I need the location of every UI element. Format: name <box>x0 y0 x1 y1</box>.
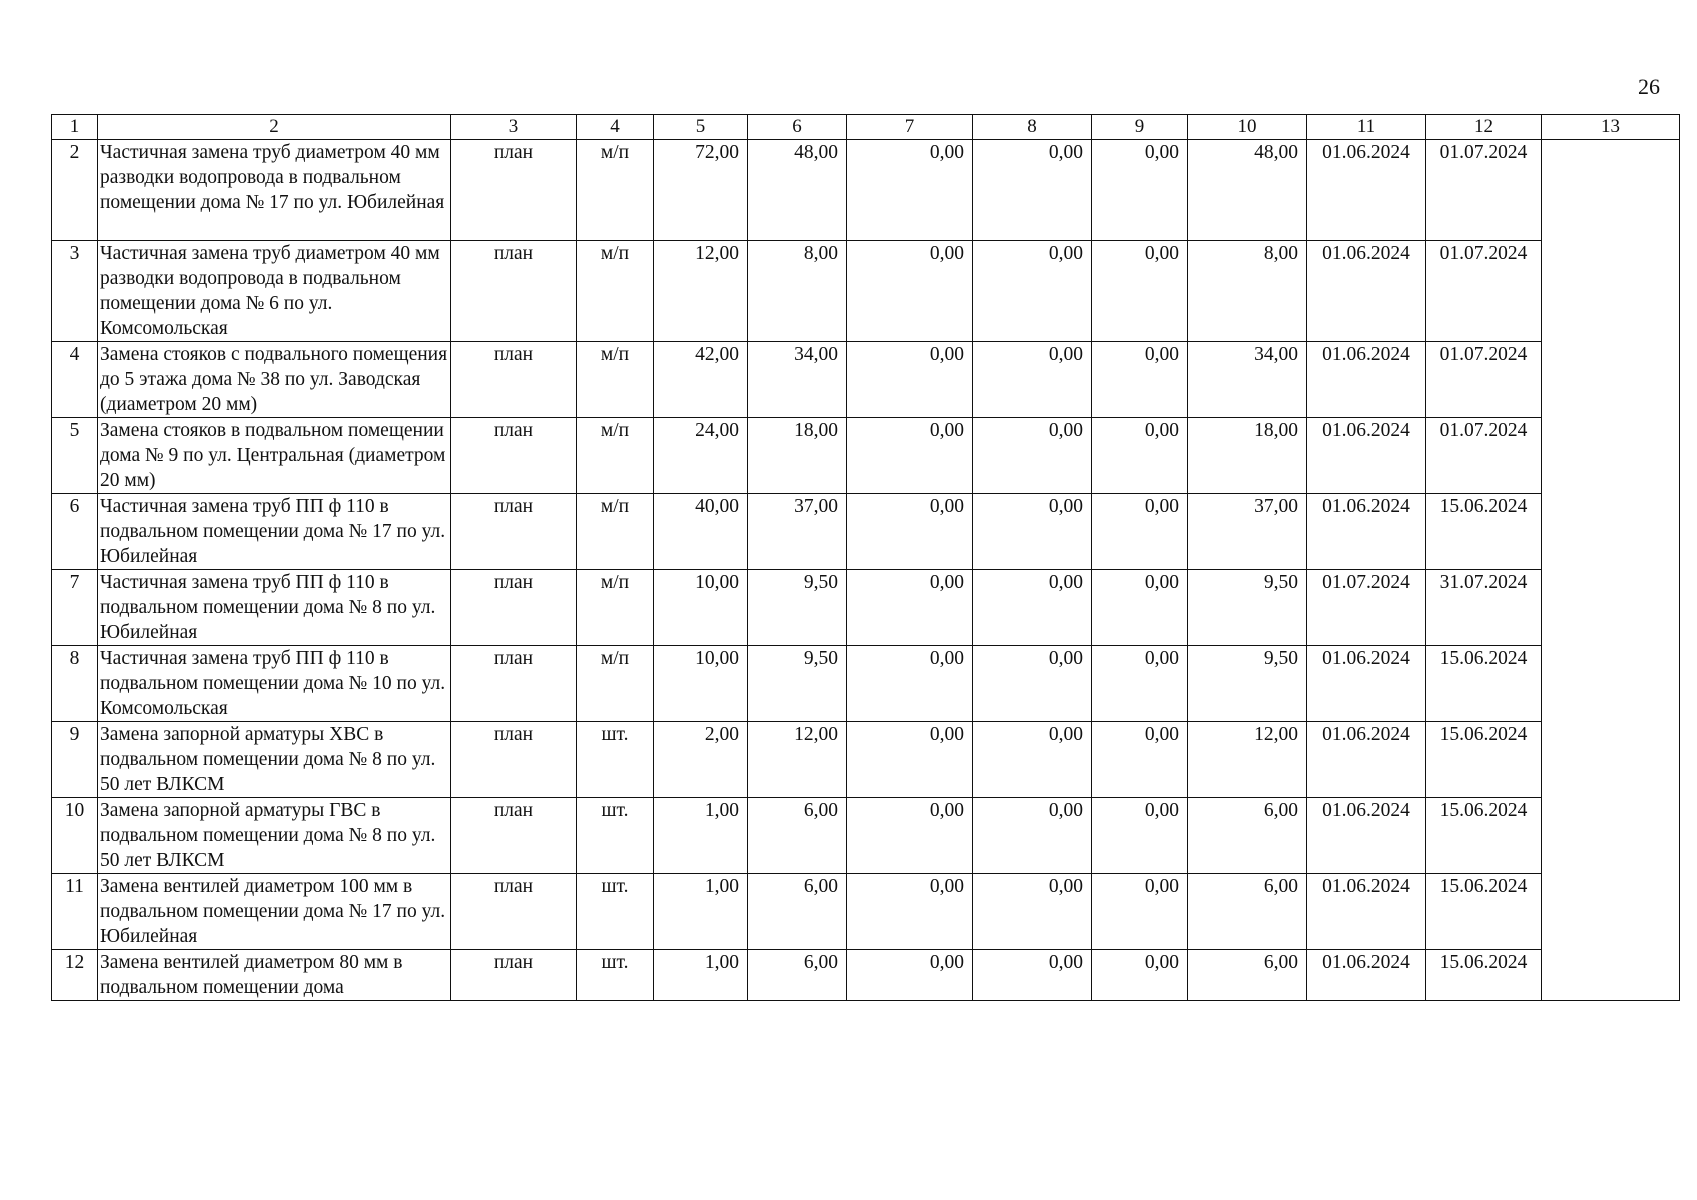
value-col-13 <box>1542 798 1680 874</box>
value-col-7: 0,00 <box>847 570 973 646</box>
row-number: 8 <box>52 646 98 722</box>
value-col-7: 0,00 <box>847 646 973 722</box>
work-description: Частичная замена труб ПП ф 110 в подвальном помещении дома № 8 по ул. Юбилейная <box>98 570 451 646</box>
end-date: 01.07.2024 <box>1426 241 1542 342</box>
value-col-13 <box>1542 950 1680 1001</box>
value-col-10: 6,00 <box>1188 798 1307 874</box>
value-col-7: 0,00 <box>847 342 973 418</box>
header-cell: 13 <box>1542 115 1680 140</box>
value-col-6: 37,00 <box>748 494 847 570</box>
value-col-6: 6,00 <box>748 874 847 950</box>
value-col-10: 9,50 <box>1188 570 1307 646</box>
value-col-8: 0,00 <box>973 342 1092 418</box>
start-date: 01.06.2024 <box>1307 646 1426 722</box>
header-cell: 4 <box>577 115 654 140</box>
work-description: Замена запорной арматуры ГВС в подвальном помещении дома № 8 по ул. 50 лет ВЛКСМ <box>98 798 451 874</box>
table-row <box>52 418 1680 494</box>
plan-type: план <box>451 722 577 798</box>
value-col-9: 0,00 <box>1092 950 1188 1001</box>
value-col-10: 37,00 <box>1188 494 1307 570</box>
header-cell: 9 <box>1092 115 1188 140</box>
value-col-7: 0,00 <box>847 140 973 241</box>
value-col-5: 10,00 <box>654 570 748 646</box>
unit: м/п <box>577 646 654 722</box>
value-col-9: 0,00 <box>1092 722 1188 798</box>
start-date: 01.06.2024 <box>1307 874 1426 950</box>
end-date: 15.06.2024 <box>1426 646 1542 722</box>
value-col-10: 12,00 <box>1188 722 1307 798</box>
unit: шт. <box>577 874 654 950</box>
work-description: Замена запорной арматуры ХВС в подвальном помещении дома № 8 по ул. 50 лет ВЛКСМ <box>98 722 451 798</box>
works-table <box>51 114 1680 1001</box>
value-col-10: 34,00 <box>1188 342 1307 418</box>
table-row <box>52 494 1680 570</box>
table-row <box>52 798 1680 874</box>
table-body <box>52 140 1680 1001</box>
work-description: Частичная замена труб ПП ф 110 в подвальном помещении дома № 10 по ул. Комсомольская <box>98 646 451 722</box>
work-description: Замена вентилей диаметром 80 мм в подвальном помещении дома <box>98 950 451 1001</box>
value-col-8: 0,00 <box>973 140 1092 241</box>
start-date: 01.06.2024 <box>1307 722 1426 798</box>
value-col-5: 2,00 <box>654 722 748 798</box>
page-number: 26 <box>1638 74 1660 99</box>
value-col-13 <box>1542 241 1680 342</box>
value-col-9: 0,00 <box>1092 494 1188 570</box>
value-col-7: 0,00 <box>847 418 973 494</box>
end-date: 15.06.2024 <box>1426 874 1542 950</box>
value-col-5: 24,00 <box>654 418 748 494</box>
value-col-10: 6,00 <box>1188 874 1307 950</box>
table-row <box>52 950 1680 1001</box>
value-col-9: 0,00 <box>1092 241 1188 342</box>
start-date: 01.06.2024 <box>1307 798 1426 874</box>
unit: м/п <box>577 241 654 342</box>
value-col-6: 8,00 <box>748 241 847 342</box>
work-description: Замена стояков с подвального помещения до 5 этажа дома № 38 по ул. Заводская (диаметром 20 мм) <box>98 342 451 418</box>
start-date: 01.06.2024 <box>1307 950 1426 1001</box>
work-description: Частичная замена труб диаметром 40 мм разводки водопровода в подвальном помещении дома № 6 по ул. Комсомольская <box>98 241 451 342</box>
end-date: 01.07.2024 <box>1426 140 1542 241</box>
value-col-8: 0,00 <box>973 241 1092 342</box>
work-description: Замена стояков в подвальном помещении дома № 9 по ул. Центральная (диаметром 20 мм) <box>98 418 451 494</box>
value-col-5: 10,00 <box>654 646 748 722</box>
work-description: Частичная замена труб ПП ф 110 в подвальном помещении дома № 17 по ул. Юбилейная <box>98 494 451 570</box>
value-col-6: 18,00 <box>748 418 847 494</box>
end-date: 01.07.2024 <box>1426 418 1542 494</box>
header-cell: 2 <box>98 115 451 140</box>
end-date: 15.06.2024 <box>1426 722 1542 798</box>
value-col-10: 48,00 <box>1188 140 1307 241</box>
value-col-7: 0,00 <box>847 874 973 950</box>
unit: шт. <box>577 798 654 874</box>
table-row <box>52 874 1680 950</box>
plan-type: план <box>451 418 577 494</box>
value-col-10: 6,00 <box>1188 950 1307 1001</box>
value-col-13 <box>1542 722 1680 798</box>
value-col-10: 18,00 <box>1188 418 1307 494</box>
header-cell: 11 <box>1307 115 1426 140</box>
unit: м/п <box>577 418 654 494</box>
value-col-13 <box>1542 570 1680 646</box>
start-date: 01.07.2024 <box>1307 570 1426 646</box>
value-col-5: 1,00 <box>654 798 748 874</box>
value-col-5: 40,00 <box>654 494 748 570</box>
unit: м/п <box>577 140 654 241</box>
value-col-13 <box>1542 494 1680 570</box>
header-cell: 6 <box>748 115 847 140</box>
unit: м/п <box>577 570 654 646</box>
row-number: 2 <box>52 140 98 241</box>
header-cell: 3 <box>451 115 577 140</box>
value-col-5: 1,00 <box>654 950 748 1001</box>
value-col-7: 0,00 <box>847 798 973 874</box>
value-col-8: 0,00 <box>973 722 1092 798</box>
end-date: 15.06.2024 <box>1426 798 1542 874</box>
value-col-10: 9,50 <box>1188 646 1307 722</box>
row-number: 4 <box>52 342 98 418</box>
header-cell: 8 <box>973 115 1092 140</box>
end-date: 15.06.2024 <box>1426 950 1542 1001</box>
start-date: 01.06.2024 <box>1307 241 1426 342</box>
value-col-9: 0,00 <box>1092 418 1188 494</box>
plan-type: план <box>451 646 577 722</box>
plan-type: план <box>451 342 577 418</box>
plan-type: план <box>451 494 577 570</box>
work-description: Замена вентилей диаметром 100 мм в подвальном помещении дома № 17 по ул. Юбилейная <box>98 874 451 950</box>
row-number: 12 <box>52 950 98 1001</box>
value-col-9: 0,00 <box>1092 140 1188 241</box>
header-cell: 1 <box>52 115 98 140</box>
value-col-6: 6,00 <box>748 798 847 874</box>
value-col-5: 42,00 <box>654 342 748 418</box>
unit: шт. <box>577 950 654 1001</box>
row-number: 10 <box>52 798 98 874</box>
end-date: 31.07.2024 <box>1426 570 1542 646</box>
header-cell: 10 <box>1188 115 1307 140</box>
value-col-7: 0,00 <box>847 494 973 570</box>
plan-type: план <box>451 874 577 950</box>
table-row <box>52 570 1680 646</box>
value-col-7: 0,00 <box>847 950 973 1001</box>
table-row <box>52 241 1680 342</box>
end-date: 01.07.2024 <box>1426 342 1542 418</box>
header-cell: 5 <box>654 115 748 140</box>
work-description: Частичная замена труб диаметром 40 мм разводки водопровода в подвальном помещении дома № 17 по ул. Юбилейная <box>98 140 451 241</box>
plan-type: план <box>451 570 577 646</box>
value-col-8: 0,00 <box>973 494 1092 570</box>
value-col-13 <box>1542 418 1680 494</box>
table-row <box>52 722 1680 798</box>
value-col-6: 34,00 <box>748 342 847 418</box>
value-col-13 <box>1542 342 1680 418</box>
unit: м/п <box>577 494 654 570</box>
unit: шт. <box>577 722 654 798</box>
value-col-8: 0,00 <box>973 874 1092 950</box>
table-row <box>52 646 1680 722</box>
value-col-7: 0,00 <box>847 241 973 342</box>
header-cell: 7 <box>847 115 973 140</box>
table-row <box>52 140 1680 241</box>
value-col-9: 0,00 <box>1092 798 1188 874</box>
row-number: 3 <box>52 241 98 342</box>
start-date: 01.06.2024 <box>1307 494 1426 570</box>
row-number: 6 <box>52 494 98 570</box>
value-col-13 <box>1542 140 1680 241</box>
start-date: 01.06.2024 <box>1307 342 1426 418</box>
value-col-9: 0,00 <box>1092 874 1188 950</box>
plan-type: план <box>451 798 577 874</box>
start-date: 01.06.2024 <box>1307 140 1426 241</box>
value-col-8: 0,00 <box>973 418 1092 494</box>
value-col-10: 8,00 <box>1188 241 1307 342</box>
row-number: 5 <box>52 418 98 494</box>
plan-type: план <box>451 140 577 241</box>
start-date: 01.06.2024 <box>1307 418 1426 494</box>
value-col-13 <box>1542 874 1680 950</box>
row-number: 7 <box>52 570 98 646</box>
value-col-6: 12,00 <box>748 722 847 798</box>
value-col-6: 6,00 <box>748 950 847 1001</box>
table-row <box>52 342 1680 418</box>
table-header-row <box>52 115 1680 140</box>
value-col-9: 0,00 <box>1092 570 1188 646</box>
plan-type: план <box>451 241 577 342</box>
row-number: 9 <box>52 722 98 798</box>
value-col-7: 0,00 <box>847 722 973 798</box>
value-col-9: 0,00 <box>1092 342 1188 418</box>
value-col-5: 72,00 <box>654 140 748 241</box>
end-date: 15.06.2024 <box>1426 494 1542 570</box>
unit: м/п <box>577 342 654 418</box>
value-col-5: 1,00 <box>654 874 748 950</box>
value-col-6: 48,00 <box>748 140 847 241</box>
value-col-5: 12,00 <box>654 241 748 342</box>
value-col-8: 0,00 <box>973 950 1092 1001</box>
plan-type: план <box>451 950 577 1001</box>
value-col-8: 0,00 <box>973 646 1092 722</box>
value-col-8: 0,00 <box>973 798 1092 874</box>
row-number: 11 <box>52 874 98 950</box>
header-cell: 12 <box>1426 115 1542 140</box>
value-col-9: 0,00 <box>1092 646 1188 722</box>
value-col-13 <box>1542 646 1680 722</box>
value-col-6: 9,50 <box>748 570 847 646</box>
value-col-6: 9,50 <box>748 646 847 722</box>
value-col-8: 0,00 <box>973 570 1092 646</box>
